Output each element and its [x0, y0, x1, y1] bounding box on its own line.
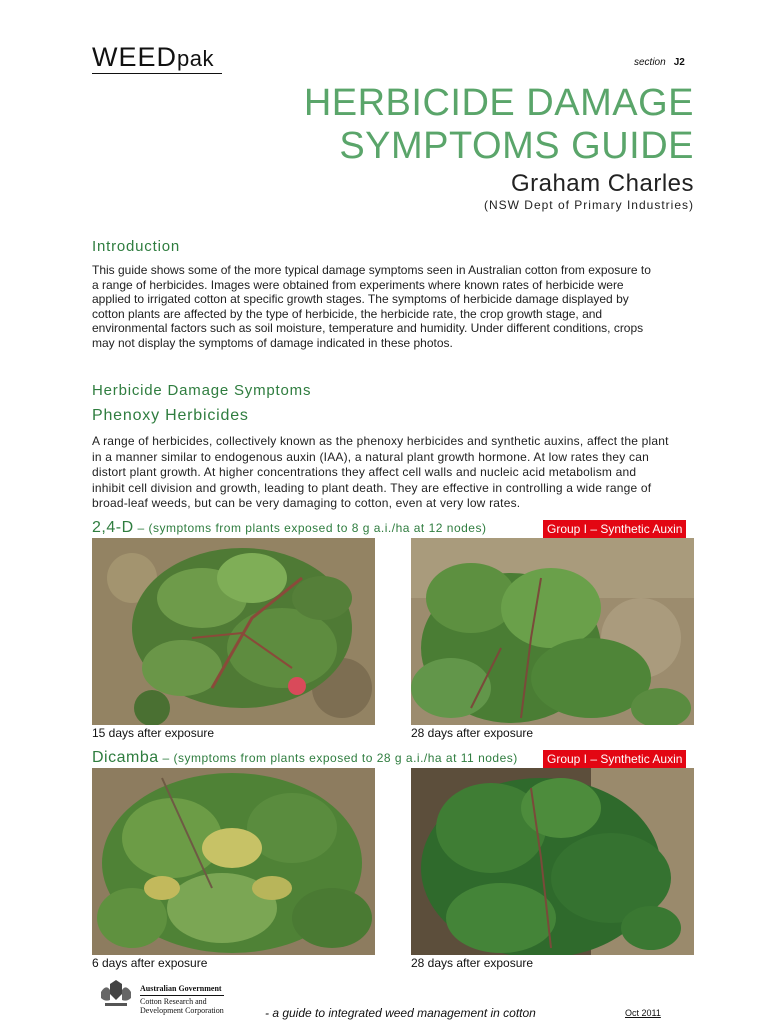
phenoxy-heading: Phenoxy Herbicides: [92, 407, 249, 424]
photo-24d-15days: [92, 538, 375, 725]
brand-weed: WEED: [92, 42, 177, 72]
brand-underline: [92, 73, 222, 74]
gov-line: Cotton Research and: [140, 995, 224, 1006]
brand-logo: [92, 42, 214, 73]
herbicide-heading-dicamba: [92, 749, 518, 767]
phenoxy-paragraph: [92, 434, 702, 512]
author-affiliation: (NSW Dept of Primary Industries): [483, 198, 694, 212]
symptoms-heading: Herbicide Damage Symptoms: [92, 382, 312, 399]
intro-line: a range of herbicides. Images were obtained from experiments where known rates of herbicide were: [92, 277, 624, 292]
section-code: J2: [673, 57, 685, 68]
herbicide-note: – (symptoms from plants exposed to 8 g a.i./ha at 12 nodes): [133, 521, 487, 535]
herbicide-name: Dicamba: [92, 749, 159, 766]
coat-of-arms-icon: [97, 978, 135, 1010]
intro-line: may not display the symptoms of damage indicated in these photos.: [92, 335, 453, 350]
herbicide-heading-24d: [92, 519, 486, 537]
footer-tagline: - a guide to integrated weed management in cotton: [265, 1006, 536, 1020]
gov-line: Development Corporation: [140, 1006, 224, 1015]
brand-pak: pak: [177, 46, 214, 71]
footer-date: Oct 2011: [625, 1008, 661, 1018]
section-text: section: [634, 57, 666, 68]
photo-caption: 28 days after exposure: [411, 956, 534, 970]
intro-line: environmental factors such as soil moisture, temperature and humidity. Under different conditions, crops: [92, 321, 644, 335]
intro-line: cotton plants are affected by the type of herbicide, the herbicide rate, the crop growth stage, and: [92, 306, 603, 321]
group-badge: Group I – Synthetic Auxin: [543, 750, 686, 768]
photo-caption: 28 days after exposure: [411, 726, 534, 740]
intro-line: applied to irrigated cotton at specific growth stages. The symptoms of herbicide damage displayed by: [92, 292, 629, 306]
group-badge: Group I – Synthetic Auxin: [543, 520, 686, 538]
herbicide-name: 2,4-D: [92, 519, 134, 536]
phenoxy-line: inhibit cell division and growth, leading to plant death. They are effective in controlling a wide range of: [92, 480, 652, 495]
photo-dicamba-6days: [92, 768, 375, 955]
gov-line: Australian Government: [140, 984, 222, 993]
phenoxy-line: A range of herbicides, collectively known as the phenoxy herbicides and synthetic auxins, affect the plant: [92, 434, 669, 448]
intro-paragraph: [92, 263, 702, 350]
phenoxy-line: broad-leaf weeds, but can be very damaging to cotton, even at very low rates.: [92, 496, 521, 510]
title-line-2: SYMPTOMS GUIDE: [339, 125, 694, 167]
page-title: [304, 82, 694, 168]
photo-24d-28days: [411, 538, 694, 725]
herbicide-note: – (symptoms from plants exposed to 28 g a.i./ha at 11 nodes): [158, 751, 518, 765]
photo-caption: 15 days after exposure: [92, 726, 215, 740]
photo-dicamba-28days: [411, 768, 694, 955]
section-label: [634, 57, 685, 68]
phenoxy-line: in a manner similar to endogenous auxin (IAA), a natural plant growth hormone. At low rates they can: [92, 449, 649, 464]
phenoxy-line: distort plant growth. At higher concentrations they affect cell walls and nucleic acid metabolism and: [92, 465, 637, 479]
author-name: Graham Charles: [510, 170, 694, 197]
title-line-1: HERBICIDE DAMAGE: [303, 82, 694, 124]
intro-line: This guide shows some of the more typical damage symptoms seen in Australian cotton from exposure to: [92, 263, 651, 277]
crdc-logo-text: [140, 984, 224, 1015]
intro-heading: Introduction: [92, 238, 180, 255]
photo-caption: 6 days after exposure: [92, 956, 208, 970]
